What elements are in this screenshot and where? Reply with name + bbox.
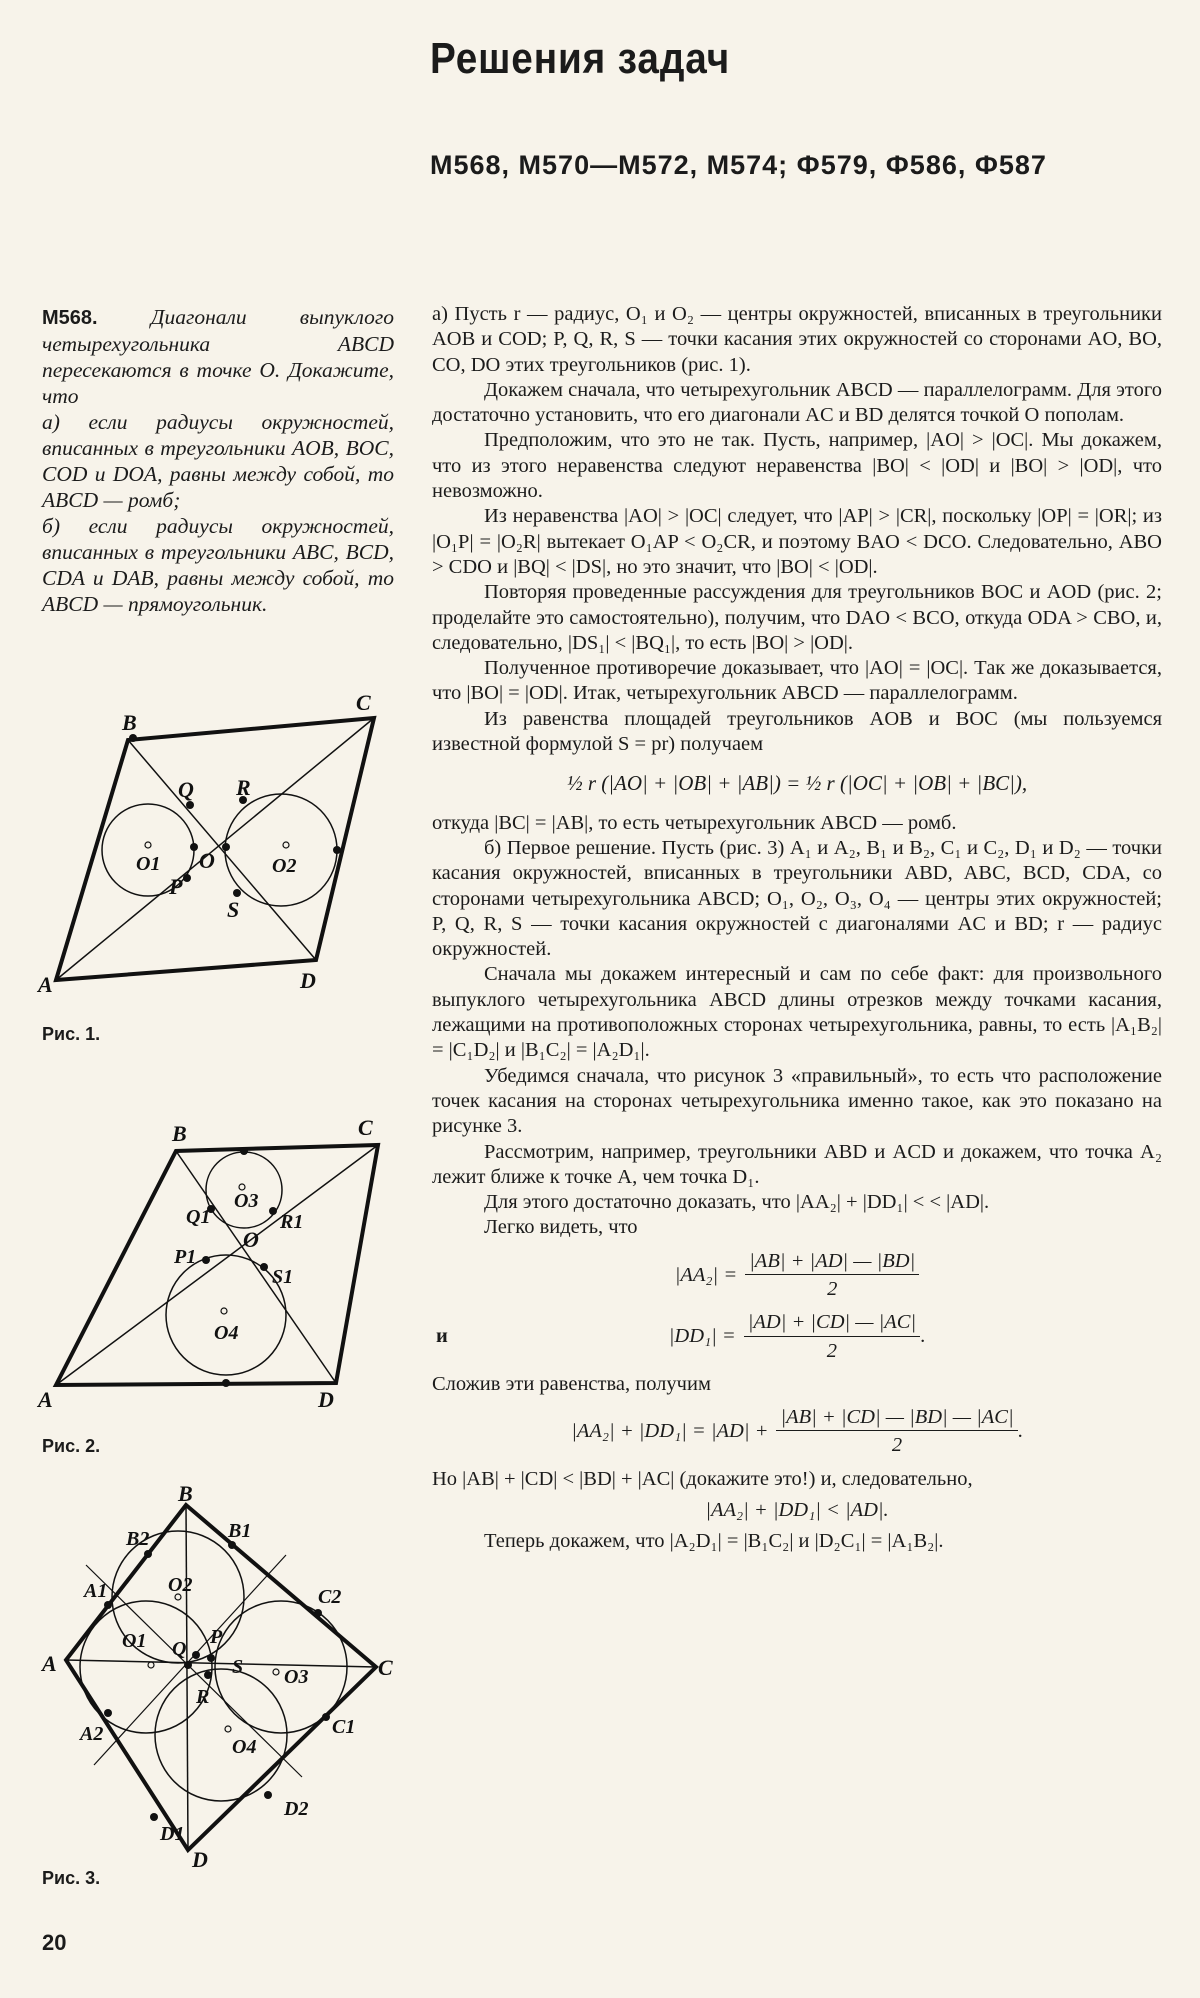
- fig3-label-R: R: [196, 1686, 210, 1708]
- fig1-label-O1: O1: [136, 853, 161, 875]
- fig3-label-B2: B2: [126, 1528, 150, 1550]
- problem-part-b: б) если радиусы окружностей, вписанных в треугольники ABC, BCD, CDA и DAB, равны между собой, то ABCD — прямоугольник.: [42, 514, 394, 616]
- solution-p15: Сложив эти равенства, получим: [432, 1372, 711, 1395]
- formula-sum-end: .: [1017, 1420, 1023, 1443]
- fig3-label-C1: C1: [332, 1716, 356, 1738]
- fig3-label-O1: O1: [122, 1630, 147, 1652]
- formula-sum-numerator: |AB| + |CD| — |BD| — |AC|: [776, 1405, 1017, 1431]
- fig2-label-Q1: Q1: [186, 1206, 211, 1228]
- fig1-label-D: D: [300, 968, 316, 993]
- fig2-label-P1: P1: [174, 1246, 197, 1268]
- fig2-label-O: O: [243, 1227, 259, 1252]
- fig3-label-C: C: [378, 1655, 393, 1680]
- solution-text: [432, 302, 1162, 1555]
- fig1-label-P: P: [169, 874, 183, 899]
- formula-sum: [432, 1405, 1162, 1459]
- figure-2: [36, 1115, 406, 1420]
- fig3-label-D: D: [192, 1847, 208, 1872]
- formula-inequality: |AA₂| + |DD₁| < |AD|.: [705, 1499, 889, 1522]
- formula-dd1-numerator: |AD| + |CD| — |AC|: [744, 1310, 920, 1336]
- solution-p8: откуда |BC| = |AB|, то есть четырехугольник ABCD — ромб.: [432, 811, 957, 834]
- fig2-label-D: D: [318, 1387, 334, 1412]
- solution-p2: Докажем сначала, что четырехугольник ABCD — параллелограмм. Для этого достаточно установить, что его диагонали AC и BD делятся точкой O пополам.: [432, 378, 1162, 427]
- formula-dd1-end: .: [920, 1325, 926, 1348]
- solution-p12: Рассмотрим, например, треугольники ABD и ACD и докажем, что точка A₂ лежит ближе к точке A, чем точка D₁.: [432, 1140, 1162, 1188]
- solution-p9: б) Первое решение. Пусть (рис. 3) A₁ и A₂, B₁ и B₂, C₁ и C₂, D₁ и D₂ — точки касания окружностей, вписанных в треугольники ABD, ABC, BCD, CDA, со сторонами четырехугольника ABCD; O₁, O₂, O₃, O₄ — центры этих окружностей; P, Q, R, S — точки касания окружностей с диагоналями AC и BD; r — радиус окружностей.: [432, 836, 1162, 961]
- fig1-label-B: B: [122, 710, 137, 735]
- formula-aa2-denominator: 2: [827, 1277, 838, 1300]
- fig3-label-A1: A1: [84, 1580, 108, 1602]
- fig2-label-C: C: [358, 1115, 373, 1140]
- solution-p7: Из равенства площадей треугольников AOB и BOC (мы пользуемся известной формулой S = pr) получаем: [432, 707, 1162, 756]
- problem-part-a: а) если радиусы окружностей, вписанных в треугольники AOB, BOC, COD и DOA, равны между собой, то ABCD — ромб;: [42, 410, 394, 512]
- formula-sum-fraction: [776, 1405, 1017, 1459]
- formula-area-equality: ½ r (|AO| + |OB| + |AB|) = ½ r (|OC| + |OB| + |BC|),: [566, 771, 1028, 796]
- problems-list: М568, М570—М572, М574; Ф579, Ф586, Ф587: [430, 150, 1047, 180]
- formula-dd1-fraction: [744, 1310, 920, 1364]
- formula-aa2-lhs: |AA₂| =: [674, 1263, 738, 1286]
- page-number: 20: [42, 1930, 67, 1955]
- fig3-label-A2: A2: [80, 1723, 104, 1745]
- formula-dd1: [432, 1310, 1162, 1364]
- fig1-label-R: R: [236, 775, 251, 800]
- fig3-label-O2: O2: [168, 1574, 193, 1596]
- fig3-label-Q: Q: [172, 1638, 187, 1660]
- fig1-label-O: O: [199, 848, 215, 873]
- problem-intro: Диагонали выпуклого четырехугольника ABCD пересекаются в точке O. Докажите, что: [42, 305, 394, 408]
- fig2-label-R1: R1: [280, 1211, 304, 1233]
- fig3-label-B: B: [178, 1481, 193, 1506]
- fig3-label-S: S: [232, 1656, 244, 1678]
- and-word: и: [436, 1325, 448, 1348]
- problem-statement: [42, 304, 394, 617]
- fig3-label-B1: B1: [228, 1520, 252, 1542]
- fig3-label-A: A: [42, 1651, 57, 1676]
- fig1-label-Q: Q: [178, 777, 194, 802]
- solution-p10: Сначала мы докажем интересный и сам по себе факт: для произвольного выпуклого четырехугольника ABCD длины отрезков между точками касания, лежащими на противоположных сторонах четырехугольника, равны, то есть |A₁B₂| = |C₁D₂| и |B₁C₂| = |A₂D₁|.: [432, 963, 1162, 1062]
- formula-aa2-numerator: |AB| + |AD| — |BD|: [745, 1249, 919, 1275]
- fig2-label-O4: O4: [214, 1322, 239, 1344]
- solution-p13: Для этого достаточно доказать, что |AA₂| + |DD₁| < < |AD|.: [484, 1191, 990, 1214]
- fig1-label-C: C: [356, 690, 371, 715]
- solution-p17: Теперь докажем, что |A₂D₁| = |B₁C₂| и |D₂C₁| = |A₁B₂|.: [484, 1530, 944, 1553]
- fig3-label-P: P: [210, 1626, 223, 1648]
- formula-aa2-fraction: [745, 1249, 919, 1303]
- fig3-label-O4: O4: [232, 1736, 257, 1758]
- figure-1-caption: Рис. 1.: [42, 1024, 101, 1044]
- fig2-label-O3: O3: [234, 1190, 259, 1212]
- page-title: Решения задач: [430, 34, 731, 83]
- solution-p16: Но |AB| + |CD| < |BD| + |AC| (докажите это!) и, следовательно,: [432, 1467, 973, 1490]
- fig2-label-B: B: [172, 1121, 187, 1146]
- formula-sum-denominator: 2: [891, 1434, 903, 1457]
- formula-aa2: [432, 1249, 1162, 1303]
- formula-dd1-denominator: 2: [826, 1339, 838, 1362]
- solution-p6: Полученное противоречие доказывает, что |AO| = |OC|. Так же доказывается, что |BO| = |OD|. Итак, четырехугольник ABCD — параллелограмм.: [432, 657, 1162, 705]
- solution-p4: Из неравенства |AO| > |OC| следует, что |AP| > |CR|, поскольку |OP| = |OR|; из |O₁P| = |O₂R| вытекает O₁AP < O₂CR, и поэтому BAO < DCO. Следовательно, ABO > CDO и |BQ| < |DS|, но это значит, что |BO| < |OD|.: [432, 505, 1162, 578]
- solution-p14: Легко видеть, что: [484, 1216, 638, 1239]
- fig1-label-A: A: [38, 972, 53, 997]
- solution-p5: Повторяя проведенные рассуждения для треугольников BOC и AOD (рис. 2; проделайте это самостоятельно), получим, что DAO < BCO, откуда ODA > CBO, и, следовательно, |DS₁| < |BQ₁|, то есть |BO| > |OD|.: [432, 581, 1162, 654]
- fig2-label-S1: S1: [272, 1266, 294, 1288]
- fig3-label-O3: O3: [284, 1666, 309, 1688]
- fig3-label-D1: D1: [160, 1823, 185, 1845]
- solution-p11: Убедимся сначала, что рисунок 3 «правильный», то есть что расположение точек касания на сторонах четырехугольника именно такое, как это показано на рисунке 3.: [432, 1064, 1162, 1138]
- fig3-label-C2: C2: [318, 1586, 342, 1608]
- fig1-label-S: S: [227, 897, 240, 922]
- figure-3-caption: Рис. 3.: [42, 1868, 101, 1888]
- solution-p1: а) Пусть r — радиус, O₁ и O₂ — центры окружностей, вписанных в треугольники AOB и COD; P, Q, R, S — точки касания этих окружностей со сторонами AO, BO, CO, DO этих треугольников (рис. 1).: [432, 303, 1162, 376]
- formula-sum-lhs: |AA₂| + |DD₁| = |AD| +: [571, 1420, 769, 1443]
- problem-number: М568.: [42, 307, 98, 329]
- fig1-label-O2: O2: [272, 855, 297, 877]
- fig3-label-D2: D2: [284, 1798, 309, 1820]
- figure-1: [36, 690, 406, 1015]
- formula-dd1-lhs: |DD₁| =: [668, 1325, 736, 1348]
- fig2-label-A: A: [38, 1387, 53, 1412]
- solution-p3: Предположим, что это не так. Пусть, например, |AO| > |OC|. Мы докажем, что из этого неравенства следуют неравенства |BO| < |OD| и |BO| > |OD|, что невозможно.: [432, 429, 1162, 503]
- figure-2-caption: Рис. 2.: [42, 1436, 101, 1456]
- figure-3: [36, 1481, 406, 1880]
